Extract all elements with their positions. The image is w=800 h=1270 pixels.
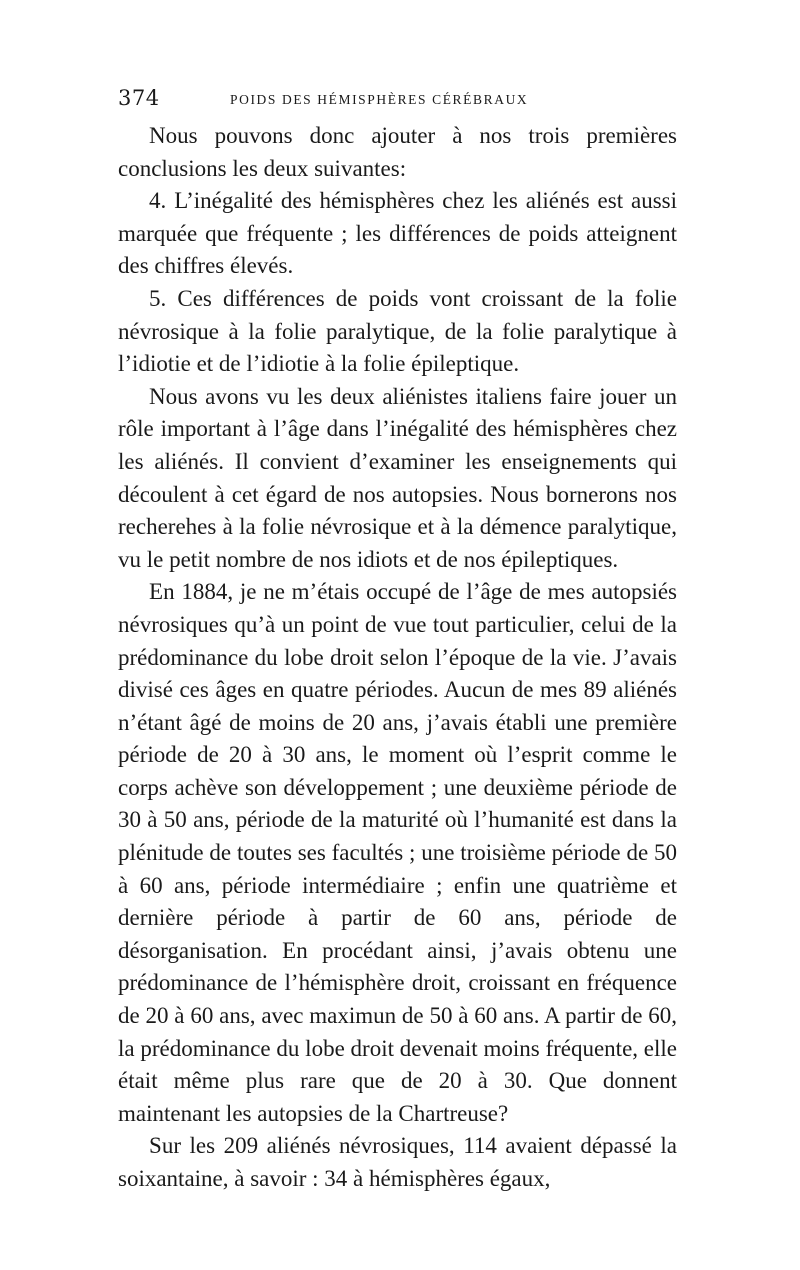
running-head: POIDS DES HÉMISPHÈRES CÉRÉBRAUX bbox=[230, 92, 529, 107]
page-number: 374 bbox=[118, 86, 160, 110]
paragraph-age-periods: En 1884, je ne m’étais occupé de l’âge de mes autopsiés névrosiques qu’à un point de vue tout particulier, celui de la prédominance du lobe droit selon l’époque de la vie. J’avais divisé ces âges en quatre périodes. Aucun de mes 89 aliénés n’étant âgé de moins de 20 ans, j’avais établi une première période de 20 à 30 ans, le moment où l’esprit comme le corps achève son développement ; une deuxième période de 30 à 50 ans, période de la maturité où l’humanité est dans la plénitude de toutes ses facultés ; une troisième période de 50 à 60 ans, période intermédiaire ; enfin une quatrième et dernière période à partir de 60 ans, période de désorganisation. En procédant ainsi, j’avais obtenu une prédominance de l’hémisphère droit, croissant en fréquence de 20 à 60 ans, avec maximun de 50 à 60 ans. A partir de 60, la prédominance du lobe droit devenait moins fréquente, elle était même plus rare que de 20 à 30. Que donnent maintenant les autopsies de la Chartreuse? bbox=[118, 579, 677, 1126]
body-text bbox=[118, 120, 677, 1196]
paragraph-conclusion-5: 5. Ces différences de poids vont croissant de la folie névrosique à la folie paralytique, de la folie paralytique à l’idiotie et de l’idiotie à la folie épileptique. bbox=[118, 285, 677, 377]
paragraph-autopsies: Sur les 209 aliénés névrosiques, 114 avaient dépassé la soixantaine, à savoir : 34 à hémisphères égaux, bbox=[118, 1133, 677, 1191]
paragraph-conclusion-4: 4. L’inégalité des hémisphères chez les aliénés est aussi marquée que fréquente ; les différences de poids atteignent des chiffres élevés. bbox=[118, 188, 677, 279]
paragraph-conclusions-intro: Nous pouvons donc ajouter à nos trois premières conclusions les deux suivantes: bbox=[118, 123, 677, 181]
paragraph-italian-alienists: Nous avons vu les deux aliénistes italiens faire jouer un rôle important à l’âge dans l’inégalité des hémisphères chez les aliénés. Il convient d’examiner les enseignements qui découlent à cet égard de nos autopsies. Nous bornerons nos recherehes à la folie névrosique et à la démence paralytique, vu le petit nombre de nos idiots et de nos épileptiques. bbox=[118, 383, 677, 572]
page-header bbox=[118, 86, 678, 118]
